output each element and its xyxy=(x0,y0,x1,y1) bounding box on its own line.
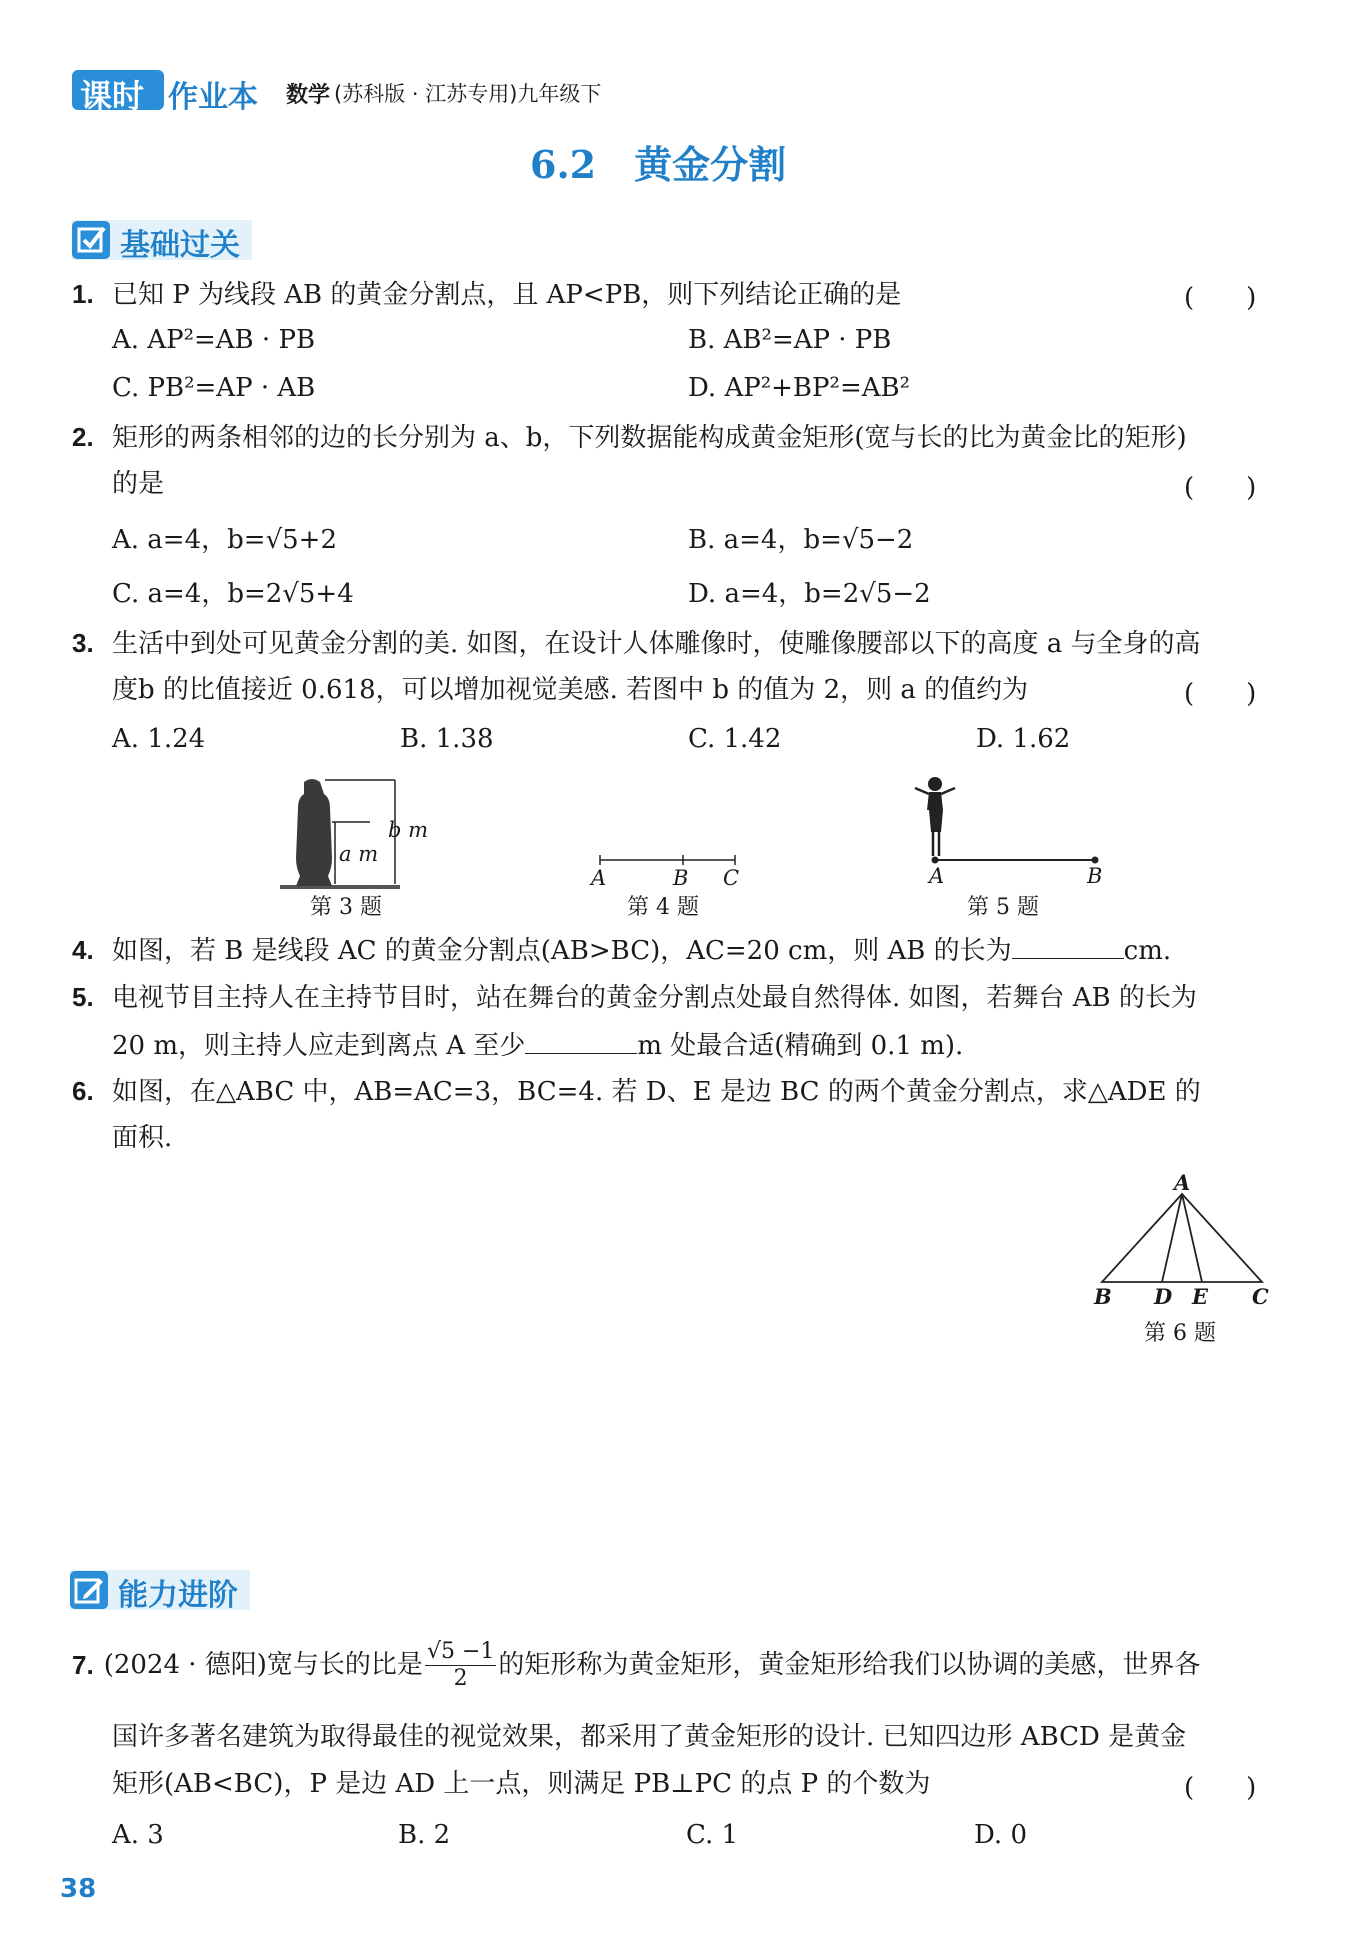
point-a-label: A xyxy=(591,866,607,890)
question-stem-line2a: 20 m，则主持人应走到离点 A 至少 xyxy=(112,1031,526,1061)
question-number: 1. xyxy=(72,279,94,309)
figure-5 xyxy=(905,772,1105,922)
question-1 xyxy=(72,277,1272,312)
point-b-label: B xyxy=(673,866,689,890)
header xyxy=(72,70,692,115)
question-stem-line1: 的矩形称为黄金矩形，黄金矩形给我们以协调的美感，世界各 xyxy=(498,1650,1201,1680)
point-a-label: A xyxy=(929,864,945,888)
figure-caption: 第 6 题 xyxy=(1144,1321,1216,1346)
answer-blank[interactable] xyxy=(1012,932,1124,959)
figure-caption: 第 3 题 xyxy=(310,895,382,920)
point-a-label: A xyxy=(1174,1170,1191,1195)
point-c-label: C xyxy=(723,866,740,890)
segment-figure xyxy=(585,852,745,872)
question-number: 4. xyxy=(72,935,94,965)
option-a: A. 3 xyxy=(112,1820,164,1850)
question-stem: 如图，若 B 是线段 AC 的黄金分割点(AB>BC)，AC=20 cm，则 AB 的长为 xyxy=(111,936,1012,966)
option-c: C. 1 xyxy=(686,1820,739,1850)
section-title-advanced: 能力进阶 xyxy=(118,1578,238,1613)
question-4 xyxy=(72,932,1171,968)
question-stem-line2: 的是 xyxy=(112,469,165,499)
figure-caption: 第 4 题 xyxy=(627,895,699,920)
brand-rest: 作业本 xyxy=(168,80,258,115)
stage-figure xyxy=(905,772,1105,867)
question-5-line2 xyxy=(112,1027,963,1063)
check-icon xyxy=(72,221,110,259)
question-stem-line1: 如图，在△ABC 中，AB=AC=3，BC=4. 若 D、E 是边 BC 的两个黄金分割点，求△ADE 的 xyxy=(111,1077,1201,1107)
page-title: 6.2 黄金分割 xyxy=(530,142,787,187)
option-a: A. AP²=AB · PB xyxy=(112,325,316,355)
edit-icon xyxy=(70,1571,108,1609)
option-c: C. PB²=AP · AB xyxy=(112,373,316,403)
question-stem-line3: 矩形(AB<BC)，P 是边 AD 上一点，则满足 PB⊥PC 的点 P 的个数为 xyxy=(112,1769,931,1799)
label-a: a m xyxy=(339,842,379,866)
option-b: B. a=4，b=√5−2 xyxy=(688,525,914,555)
question-5 xyxy=(72,980,1197,1015)
figure-3 xyxy=(270,772,440,922)
point-b-label: B xyxy=(1094,1284,1112,1309)
header-subject: 数学 xyxy=(286,83,331,108)
option-d: D. 0 xyxy=(974,1820,1027,1850)
question-stem-line2: 面积. xyxy=(112,1123,173,1153)
figure-caption: 第 5 题 xyxy=(967,895,1039,920)
answer-parens: ( ) xyxy=(1184,1773,1257,1803)
point-e-label: E xyxy=(1192,1284,1209,1309)
question-7 xyxy=(72,1634,1200,1696)
question-stem-line2b: m 处最合适(精确到 0.1 m). xyxy=(637,1031,964,1061)
answer-blank[interactable] xyxy=(525,1027,637,1054)
question-number: 6. xyxy=(72,1076,94,1106)
question-number: 7. xyxy=(72,1650,94,1680)
point-c-label: C xyxy=(1252,1284,1269,1309)
question-unit: cm. xyxy=(1123,936,1172,966)
option-b: B. AB²=AP · PB xyxy=(688,325,892,355)
answer-parens: ( ) xyxy=(1184,473,1257,503)
fraction-numerator: √5 −1 xyxy=(426,1638,495,1664)
option-d: D. AP²+BP²=AB² xyxy=(688,373,911,403)
question-stem-line2: 国许多著名建筑为取得最佳的视觉效果，都采用了黄金矩形的设计. 已知四边形 ABCD 是黄金 xyxy=(112,1722,1187,1752)
fraction xyxy=(425,1639,496,1692)
question-source: (2024 · 德阳)宽与长的比是 xyxy=(103,1650,423,1680)
section-title-basic: 基础过关 xyxy=(120,228,240,263)
figure-6 xyxy=(1090,1170,1270,1346)
question-3 xyxy=(72,626,1201,661)
figure-4 xyxy=(585,852,745,922)
question-stem: 已知 P 为线段 AB 的黄金分割点，且 AP<PB，则下列结论正确的是 xyxy=(111,280,902,310)
point-d-label: D xyxy=(1154,1284,1173,1309)
label-b: b m xyxy=(388,818,429,842)
question-6 xyxy=(72,1074,1201,1109)
header-edition: (苏科版 · 江苏专用)九年级下 xyxy=(334,82,602,106)
answer-parens: ( ) xyxy=(1184,679,1257,709)
option-b: B. 2 xyxy=(398,1820,451,1850)
option-a: A. 1.24 xyxy=(112,724,206,754)
fraction-denominator: 2 xyxy=(453,1665,468,1691)
option-d: D. 1.62 xyxy=(976,724,1071,754)
option-c: C. a=4，b=2√5+4 xyxy=(112,579,354,609)
option-b: B. 1.38 xyxy=(400,724,494,754)
brand-logo xyxy=(72,70,164,115)
question-stem-line1: 生活中到处可见黄金分割的美. 如图，在设计人体雕像时，使雕像腰部以下的高度 a 与全身的高 xyxy=(111,629,1201,659)
brand-cell-text: 课时 xyxy=(80,77,145,115)
page-number: 38 xyxy=(60,1874,97,1904)
option-d: D. a=4，b=2√5−2 xyxy=(688,579,931,609)
question-2 xyxy=(72,420,1187,455)
question-stem-line1: 电视节目主持人在主持节目时，站在舞台的黄金分割点处最自然得体. 如图，若舞台 AB 的长为 xyxy=(111,983,1197,1013)
option-a: A. a=4，b=√5+2 xyxy=(112,525,337,555)
point-b-label: B xyxy=(1087,864,1103,888)
question-number: 3. xyxy=(72,628,94,658)
question-number: 2. xyxy=(72,422,94,452)
question-stem-line2: 度b 的比值接近 0.618，可以增加视觉美感. 若图中 b 的值为 2，则 a 的值约为 xyxy=(112,675,1029,705)
answer-parens: ( ) xyxy=(1184,283,1257,313)
question-number: 5. xyxy=(72,982,94,1012)
option-c: C. 1.42 xyxy=(688,724,782,754)
question-stem-line1: 矩形的两条相邻的边的长分别为 a、b，下列数据能构成黄金矩形(宽与长的比为黄金比的矩形) xyxy=(111,423,1187,453)
